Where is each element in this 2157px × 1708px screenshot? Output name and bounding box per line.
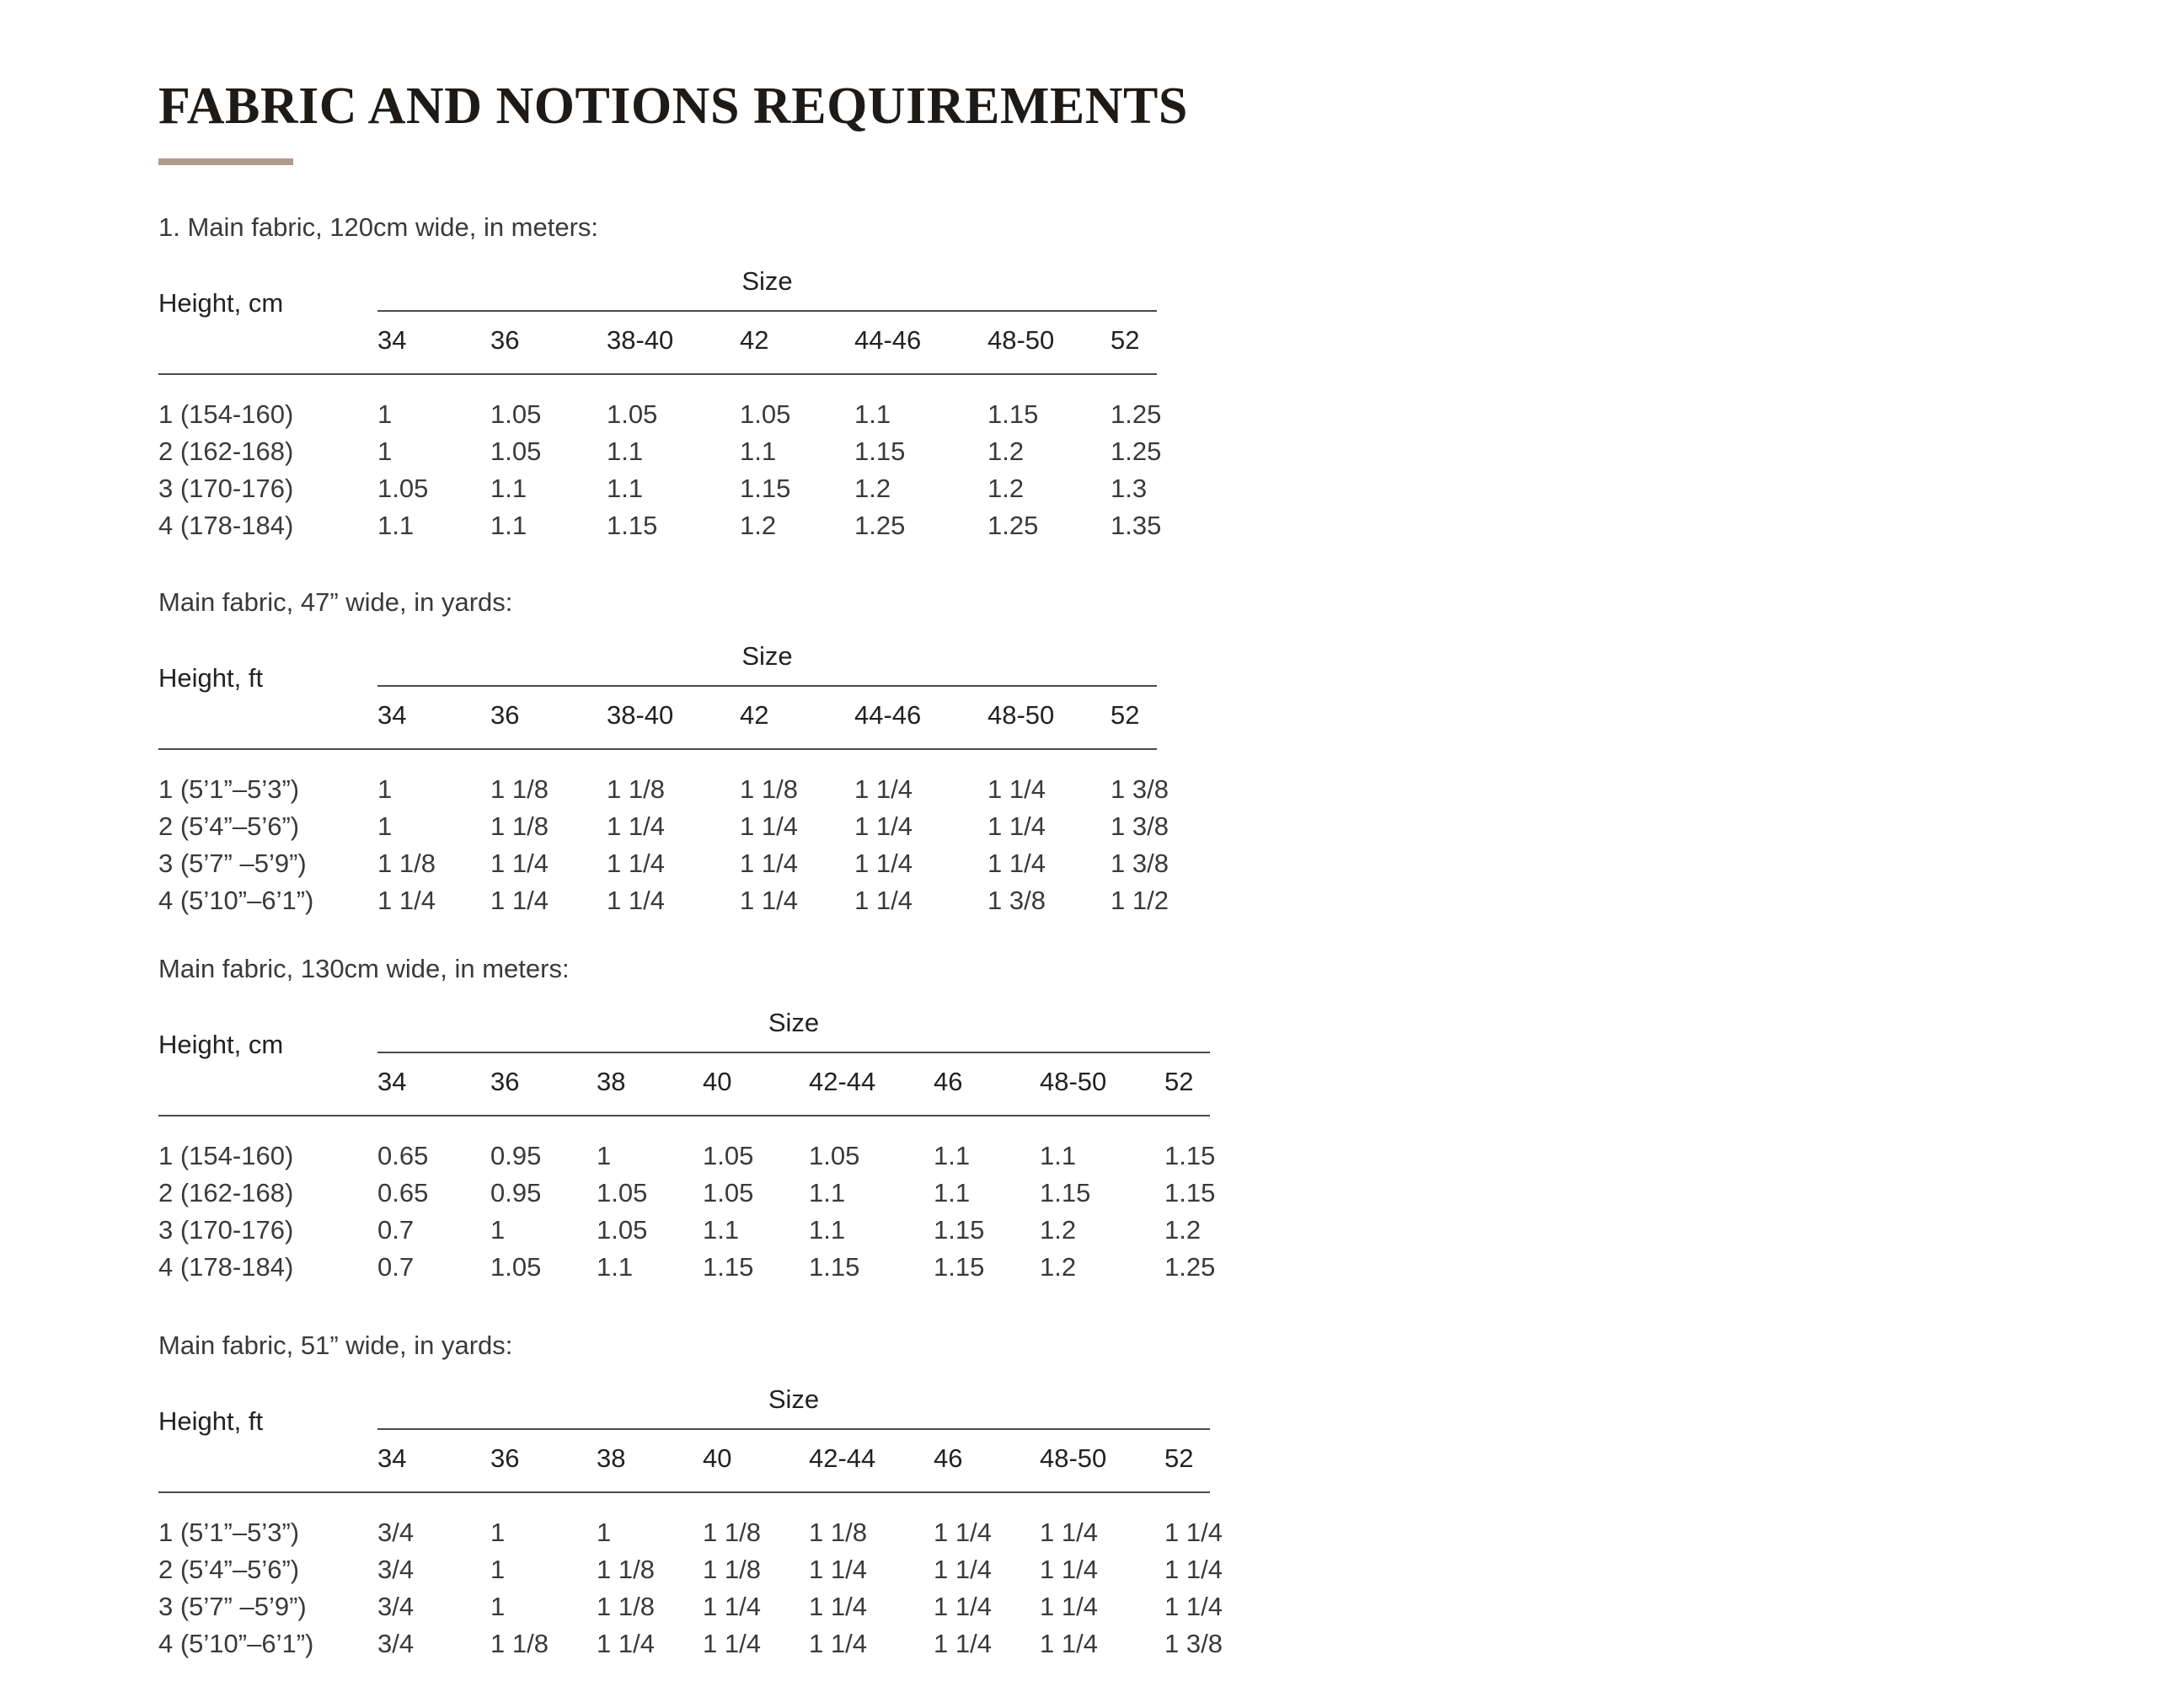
table-cell: 1	[377, 774, 393, 804]
table-cell: 1.35	[1111, 511, 1162, 540]
table-cell: 1 1/4	[988, 774, 1046, 804]
size-column-header: 34	[377, 325, 407, 355]
table-cell: 1 1/4	[1040, 1518, 1098, 1547]
size-column-header: 46	[934, 1443, 963, 1473]
size-header-rule	[377, 1428, 1210, 1430]
size-column-header: 42	[740, 700, 769, 730]
column-header-rule	[158, 373, 1157, 375]
table-cell: 1.15	[854, 436, 906, 466]
table-cell: 1 1/4	[934, 1518, 992, 1547]
size-column-header: 52	[1111, 700, 1140, 730]
height-row-label: 4 (5’10”–6’1”)	[158, 1629, 314, 1658]
table-cell: 1 1/4	[607, 886, 665, 915]
table-cell: 1.1	[597, 1252, 634, 1282]
table-cell: 1.2	[740, 511, 777, 540]
table-cell: 1.05	[490, 399, 542, 429]
height-column-header: Height, cm	[158, 1030, 284, 1059]
table-cell: 1	[377, 436, 393, 466]
size-column-header: 38-40	[607, 325, 674, 355]
table-cell: 1.15	[740, 474, 791, 503]
size-column-header: 36	[490, 1067, 520, 1096]
table-cell: 1 1/2	[1111, 886, 1169, 915]
table-cell: 1 1/4	[809, 1629, 867, 1658]
table-cell: 1.15	[1040, 1178, 1091, 1207]
table-cell: 1.25	[1164, 1252, 1216, 1282]
table-cell: 1.1	[740, 436, 777, 466]
height-column-header: Height, cm	[158, 288, 284, 318]
size-column-header: 44-46	[854, 325, 922, 355]
size-column-header: 46	[934, 1067, 963, 1096]
table-cell: 1.15	[934, 1252, 985, 1282]
height-row-label: 2 (5’4”–5’6”)	[158, 1555, 300, 1584]
table-cell: 1 1/4	[703, 1592, 761, 1621]
table-cell: 1.2	[1164, 1215, 1202, 1245]
table-cell: 1 1/4	[607, 849, 665, 878]
table-cell: 1 1/8	[597, 1555, 655, 1584]
table-cell: 1.05	[703, 1141, 754, 1170]
table-cell: 1 1/4	[988, 849, 1046, 878]
table-cell: 1	[377, 399, 393, 429]
table-cell: 1 1/4	[934, 1629, 992, 1658]
height-row-label: 1 (154-160)	[158, 1141, 294, 1170]
table-cell: 1	[597, 1518, 612, 1547]
table-cell: 3/4	[377, 1592, 415, 1621]
size-column-header: 40	[703, 1067, 732, 1096]
table-cell: 1.05	[607, 399, 658, 429]
height-row-label: 2 (5’4”–5’6”)	[158, 811, 300, 841]
title-underline	[158, 158, 293, 165]
table-cell: 1.1	[490, 511, 527, 540]
table-cell: 0.65	[377, 1178, 429, 1207]
table-cell: 1.05	[597, 1215, 648, 1245]
table-caption: Main fabric, 51” wide, in yards:	[158, 1331, 513, 1360]
table-cell: 1.1	[809, 1178, 846, 1207]
table-cell: 1 1/4	[607, 811, 665, 841]
table-cell: 1 1/8	[703, 1518, 761, 1547]
table-cell: 1	[490, 1592, 506, 1621]
table-cell: 1 1/4	[703, 1629, 761, 1658]
table-cell: 1 1/4	[854, 811, 913, 841]
table-cell: 1 1/4	[934, 1592, 992, 1621]
table-cell: 1 3/8	[1164, 1629, 1223, 1658]
table-cell: 1.15	[1164, 1178, 1216, 1207]
size-column-header: 40	[703, 1443, 732, 1473]
column-header-rule	[158, 1115, 1210, 1116]
size-group-header: Size	[741, 266, 793, 296]
size-column-header: 48-50	[1040, 1443, 1107, 1473]
size-column-header: 42-44	[809, 1443, 876, 1473]
column-header-rule	[158, 1491, 1210, 1493]
table-cell: 1 1/8	[703, 1555, 761, 1584]
table-cell: 1 1/8	[607, 774, 665, 804]
table-cell: 3/4	[377, 1629, 415, 1658]
table-cell: 1.05	[809, 1141, 860, 1170]
table-cell: 1	[490, 1518, 506, 1547]
size-column-header: 36	[490, 1443, 520, 1473]
table-cell: 1.15	[703, 1252, 754, 1282]
table-cell: 1.1	[490, 474, 527, 503]
table-cell: 1.25	[1111, 399, 1162, 429]
height-row-label: 1 (154-160)	[158, 399, 294, 429]
size-column-header: 42-44	[809, 1067, 876, 1096]
table-cell: 1 1/4	[377, 886, 436, 915]
size-column-header: 48-50	[988, 325, 1055, 355]
size-header-rule	[377, 310, 1157, 312]
table-cell: 1.25	[854, 511, 906, 540]
table-cell: 1 1/8	[490, 774, 549, 804]
table-cell: 0.7	[377, 1252, 415, 1282]
table-caption: 1. Main fabric, 120cm wide, in meters:	[158, 212, 599, 242]
height-row-label: 2 (162-168)	[158, 436, 294, 466]
table-cell: 1 1/8	[809, 1518, 867, 1547]
table-cell: 1.05	[490, 436, 542, 466]
height-row-label: 3 (5’7” –5’9”)	[158, 849, 307, 878]
table-cell: 1.1	[934, 1178, 971, 1207]
table-cell: 1 3/8	[1111, 811, 1169, 841]
table-cell: 1.2	[1040, 1215, 1077, 1245]
table-cell: 1.15	[934, 1215, 985, 1245]
table-cell: 1.1	[854, 399, 891, 429]
document-page	[158, 76, 1338, 1658]
height-row-label: 4 (178-184)	[158, 1252, 294, 1282]
table-cell: 1 1/4	[1164, 1592, 1223, 1621]
table-cell: 1 1/8	[740, 774, 798, 804]
table-cell: 1 1/4	[1040, 1629, 1098, 1658]
table-cell: 1.2	[988, 436, 1025, 466]
table-cell: 1 1/4	[740, 886, 798, 915]
table-cell: 1.15	[1164, 1141, 1216, 1170]
size-group-header: Size	[768, 1384, 820, 1414]
table-cell: 3/4	[377, 1555, 415, 1584]
table-cell: 1.05	[597, 1178, 648, 1207]
size-column-header: 52	[1164, 1443, 1194, 1473]
table-cell: 1 1/4	[740, 811, 798, 841]
height-row-label: 3 (5’7” –5’9”)	[158, 1592, 307, 1621]
table-cell: 1 1/8	[597, 1592, 655, 1621]
table-cell: 1.05	[377, 474, 429, 503]
table-cell: 1 1/4	[809, 1555, 867, 1584]
size-header-rule	[377, 1052, 1210, 1053]
table-cell: 1 1/4	[854, 774, 913, 804]
size-column-header: 34	[377, 1443, 407, 1473]
table-cell: 1 1/4	[934, 1555, 992, 1584]
page-title: FABRIC AND NOTIONS REQUIREMENTS	[158, 78, 1188, 135]
height-row-label: 4 (5’10”–6’1”)	[158, 886, 314, 915]
table-cell: 1.2	[854, 474, 891, 503]
size-column-header: 34	[377, 700, 407, 730]
size-group-header: Size	[741, 641, 793, 671]
table-cell: 1 1/4	[1040, 1592, 1098, 1621]
table-cell: 1	[377, 811, 393, 841]
column-header-rule	[158, 748, 1157, 750]
table-cell: 1.1	[809, 1215, 846, 1245]
table-cell: 1.15	[809, 1252, 860, 1282]
table-cell: 1.05	[740, 399, 791, 429]
size-group-header: Size	[768, 1008, 820, 1037]
size-column-header: 48-50	[988, 700, 1055, 730]
table-cell: 1 1/4	[809, 1592, 867, 1621]
table-cell: 1	[490, 1555, 506, 1584]
size-column-header: 48-50	[1040, 1067, 1107, 1096]
height-column-header: Height, ft	[158, 1406, 264, 1436]
table-cell: 1 1/4	[597, 1629, 655, 1658]
table-cell: 1.3	[1111, 474, 1148, 503]
size-column-header: 38-40	[607, 700, 674, 730]
table-cell: 1 1/8	[490, 811, 549, 841]
table-cell: 1.1	[1040, 1141, 1077, 1170]
table-cell: 1.05	[490, 1252, 542, 1282]
table-caption: Main fabric, 47” wide, in yards:	[158, 587, 513, 617]
table-cell: 1.1	[607, 436, 644, 466]
table-cell: 1 1/8	[490, 1629, 549, 1658]
table-cell: 1 1/4	[988, 811, 1046, 841]
size-column-header: 38	[597, 1067, 626, 1096]
table-cell: 1 1/4	[1164, 1518, 1223, 1547]
table-cell: 1 1/4	[1164, 1555, 1223, 1584]
height-row-label: 1 (5’1”–5’3”)	[158, 1518, 300, 1547]
table-cell: 1	[597, 1141, 612, 1170]
table-cell: 1.05	[703, 1178, 754, 1207]
table-caption: Main fabric, 130cm wide, in meters:	[158, 954, 570, 983]
table-cell: 1 1/4	[740, 849, 798, 878]
height-row-label: 2 (162-168)	[158, 1178, 294, 1207]
table-cell: 1 3/8	[988, 886, 1046, 915]
table-cell: 1.25	[1111, 436, 1162, 466]
table-cell: 1.15	[988, 399, 1039, 429]
table-cell: 1 1/4	[854, 849, 913, 878]
table-cell: 3/4	[377, 1518, 415, 1547]
size-column-header: 34	[377, 1067, 407, 1096]
height-row-label: 3 (170-176)	[158, 1215, 294, 1245]
table-cell: 1.2	[988, 474, 1025, 503]
table-cell: 0.7	[377, 1215, 415, 1245]
table-cell: 1 1/4	[854, 886, 913, 915]
table-cell: 1 1/8	[377, 849, 436, 878]
table-cell: 1.1	[607, 474, 644, 503]
size-column-header: 42	[740, 325, 769, 355]
height-row-label: 1 (5’1”–5’3”)	[158, 774, 300, 804]
height-row-label: 3 (170-176)	[158, 474, 294, 503]
height-column-header: Height, ft	[158, 663, 264, 693]
size-header-rule	[377, 685, 1157, 687]
table-cell: 1.1	[703, 1215, 740, 1245]
table-cell: 1.1	[377, 511, 415, 540]
table-cell: 1	[490, 1215, 506, 1245]
table-cell: 1 1/4	[490, 886, 549, 915]
table-cell: 0.95	[490, 1141, 542, 1170]
height-row-label: 4 (178-184)	[158, 511, 294, 540]
table-cell: 0.95	[490, 1178, 542, 1207]
table-cell: 1 1/4	[1040, 1555, 1098, 1584]
size-column-header: 44-46	[854, 700, 922, 730]
table-cell: 1.2	[1040, 1252, 1077, 1282]
table-cell: 1 3/8	[1111, 774, 1169, 804]
size-column-header: 36	[490, 325, 520, 355]
size-column-header: 36	[490, 700, 520, 730]
table-cell: 1.1	[934, 1141, 971, 1170]
table-cell: 1.25	[988, 511, 1039, 540]
size-column-header: 38	[597, 1443, 626, 1473]
table-cell: 1 1/4	[490, 849, 549, 878]
table-cell: 1 3/8	[1111, 849, 1169, 878]
size-column-header: 52	[1111, 325, 1140, 355]
table-cell: 0.65	[377, 1141, 429, 1170]
table-cell: 1.15	[607, 511, 658, 540]
size-column-header: 52	[1164, 1067, 1194, 1096]
